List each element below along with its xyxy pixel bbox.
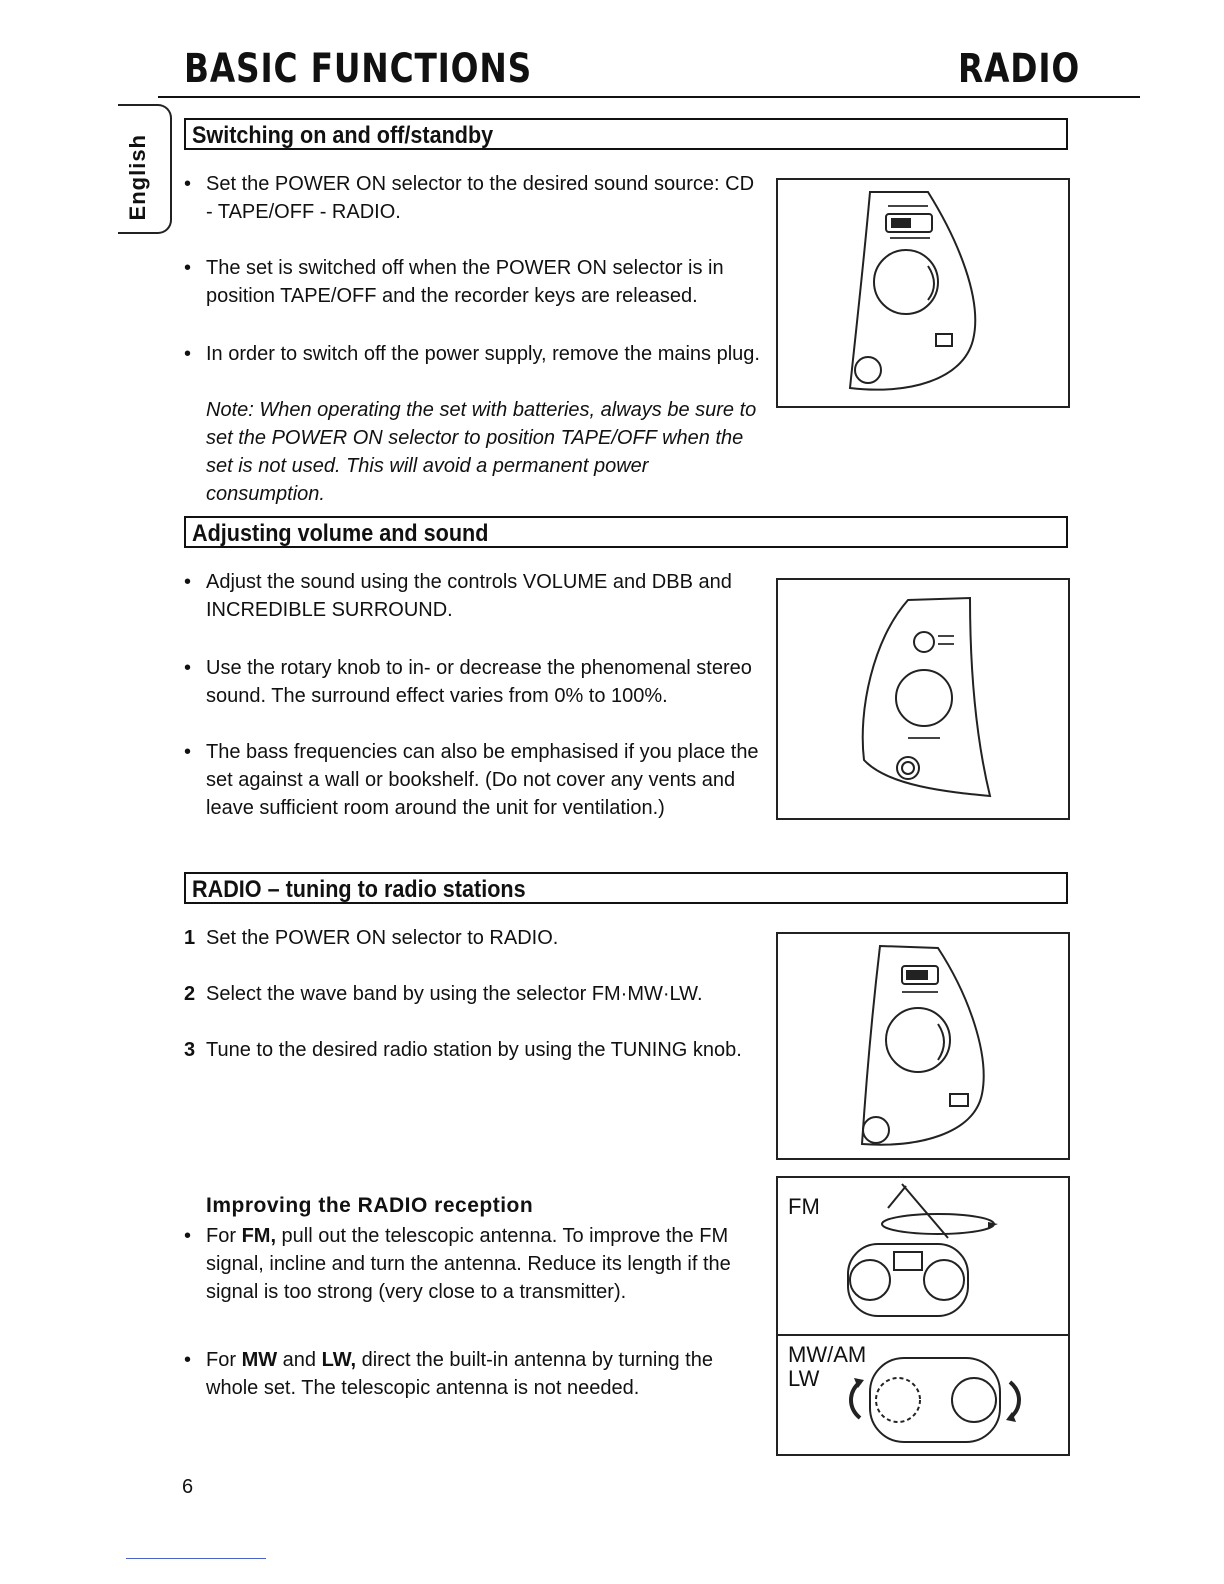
rotation-illustration — [778, 1336, 1068, 1454]
tuning-panel-illustration — [778, 934, 1068, 1158]
section-title-volume: Adjusting volume and sound — [184, 516, 1068, 548]
fm-label: FM — [788, 1194, 820, 1219]
step-item: 3 Tune to the desired radio station by using the TUNING knob. — [184, 1039, 742, 1061]
mwam-label: MW/AM — [788, 1342, 867, 1367]
header-title-right: RADIO — [958, 46, 1081, 92]
subheading-reception: Improving the RADIO reception — [206, 1194, 534, 1217]
power-panel-illustration — [778, 180, 1068, 406]
bullet-item: • Set the POWER ON selector to the desired sound source: CD - TAPE/OFF - RADIO. — [184, 173, 755, 223]
fm-antenna-illustration — [778, 1178, 1068, 1334]
bullet-item: • The bass frequencies can also be emphasised if you place the set against a wall or bookshelf. (Do not cover any vents and leave sufficient room around the unit for ventilation.) — [184, 741, 759, 819]
section-title-radio-tuning: RADIO – tuning to radio stations — [184, 872, 1068, 904]
figure-volume-controls — [776, 578, 1070, 820]
language-tab-label: English — [125, 134, 150, 221]
page-number: 6 — [182, 1476, 194, 1498]
section-title-switching: Switching on and off/standby — [184, 118, 1068, 150]
bullet-item: • For FM, pull out the telescopic antenna. To improve the FM signal, incline and turn the antenna. Reduce its length if the signal is too strong (very close to a transmitter). — [184, 1225, 731, 1303]
figure-power-selector — [776, 178, 1070, 408]
header-rule — [158, 96, 1140, 98]
figure-mw-lw-rotation — [776, 1334, 1070, 1456]
figure-tuning-panel — [776, 932, 1070, 1160]
bullet-item: • The set is switched off when the POWER ON selector is in position TAPE/OFF and the recorder keys are released. — [184, 257, 724, 307]
bullet-item: • In order to switch off the power supply, remove the mains plug. — [184, 343, 760, 365]
figure-fm-antenna — [776, 1176, 1070, 1336]
bullet-item: • For MW and LW, direct the built-in antenna by turning the whole set. The telescopic antenna is not needed. — [184, 1349, 713, 1399]
bullet-item: • Use the rotary knob to in- or decrease the phenomenal stereo sound. The surround effect varies from 0% to 100%. — [184, 657, 752, 707]
step-item: 1 Set the POWER ON selector to RADIO. — [184, 927, 559, 949]
lw-label: LW — [788, 1366, 820, 1391]
bullet-item: • Adjust the sound using the controls VOLUME and DBB and INCREDIBLE SURROUND. — [184, 571, 732, 621]
volume-panel-illustration — [778, 580, 1068, 818]
header-title-left: BASIC FUNCTIONS — [184, 46, 533, 92]
footer-rule — [126, 1558, 266, 1559]
step-item: 2 Select the wave band by using the selector FM·MW·LW. — [184, 983, 703, 1005]
note-text: Note: When operating the set with batteries, always be sure to set the POWER ON selector to position TAPE/OFF when the set is not used. This will avoid a permanent power consumption. — [206, 399, 757, 505]
